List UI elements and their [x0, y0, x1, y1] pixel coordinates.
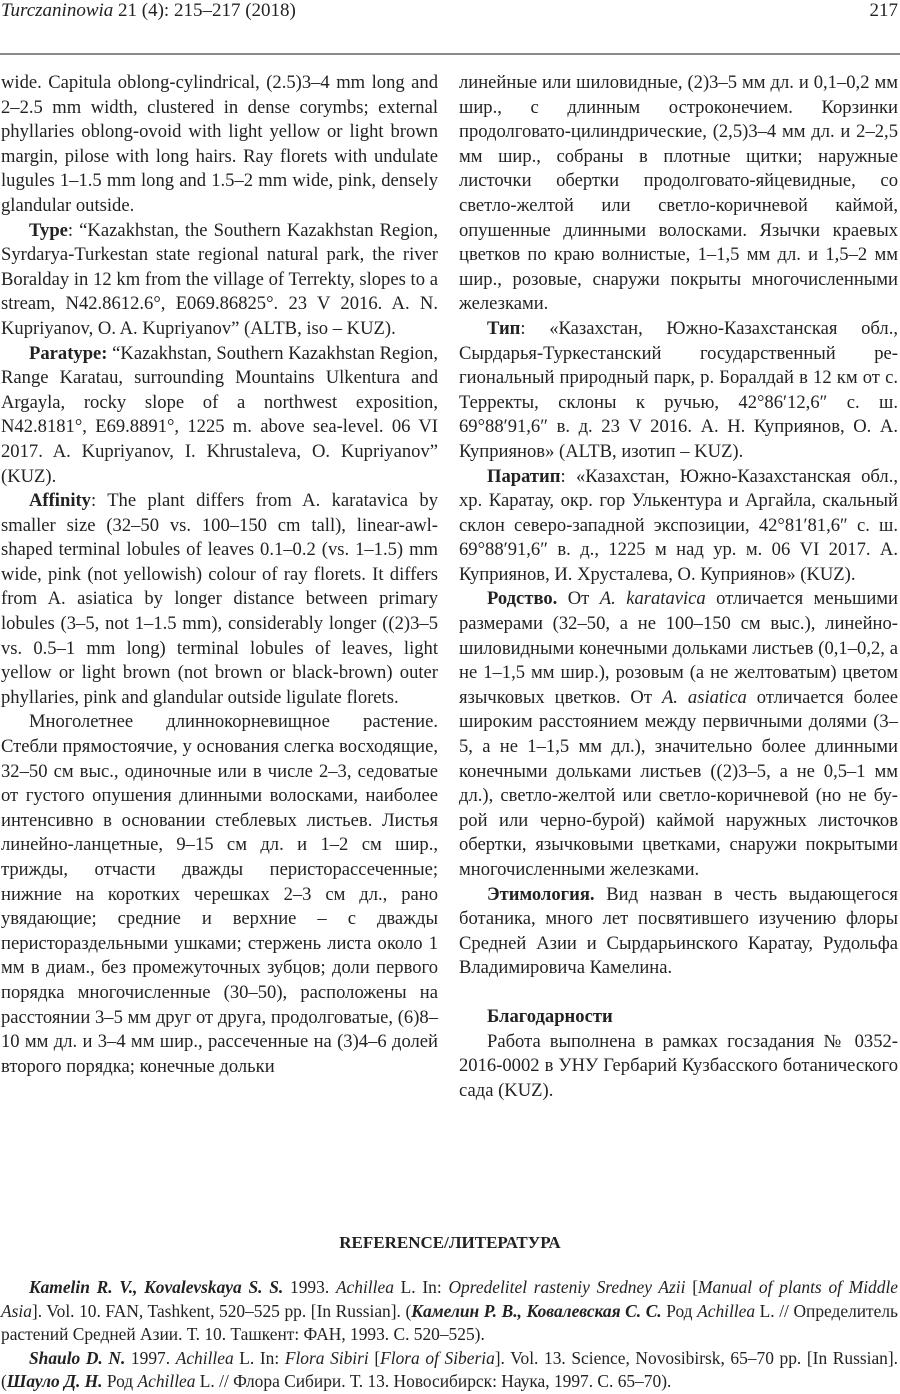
reference-text: Род	[661, 1300, 698, 1321]
reference-work-translation: Flora of Siberia	[380, 1347, 495, 1368]
acknowledgements-text: Работа выполнена в рамках госзадания № 0352-2016-0002 в УНУ Гербарий Кузбасского ботанического сада (KUZ).	[459, 1030, 898, 1101]
type-ru-text: : «Казахстан, Южно-Казахстанская обл., Сырдарья-Туркестанский государственный региональный природный парк, р. Боралдай в 12 км от с. Терректы, склоны к ручью, 42°86′12,6″ с. ш. 69°88′91,6″ в. д. 23 V 2016. А. Н. Куприянов, О. А. Куприянов» (ALTB, изотип – KUZ).	[459, 317, 898, 462]
species-name: A. karatavica	[599, 588, 706, 610]
reference-text: Род	[102, 1371, 138, 1392]
russian-description-paragraph: Многолетнее длиннокорневищное растение. Стебли прямостоячие, у основания слегка восходящие, 32–50 см выс., одиночные или в числе 2–3, седоватые от густого опушения длинными волосками, наиболее интенсивно в основании стеблевых листьев. Листья линейно-ланцетные, 9–15 см дл. и 1–2 см шир., трижды, отчасти дважды перисторассеченные; нижние на коротких черешках 2–3 см дл., рано увядающие; средние и верхние – с дважды перистораздельными ушками; стержень листа около 1 мм в диам., без промежуточных зубцов; доли первого порядка многочисленные (30–50), расположены на расстоянии 3–5 мм друг от друга, продолговатые, (6)8–10 мм дл. и 3–4 мм шир., рассеченные на (3)4–6 долей второго порядка; конечные дольки	[1, 711, 438, 1077]
kinship-paragraph	[459, 587, 898, 882]
kinship-text: От	[557, 588, 600, 610]
kinship-text: отличается более широким расстоянием между первичными долями (3–5, а не 1–1,5 мм дл.), значительно более длинными конечными дольками листьев ((2)3–5, а не 0,5–1 мм дл.), светло-желтой или светло-коричневой (но не бурой или черно-бурой) каймой наружных листочков обертки, язычковыми цветками, снаружи покрытыми многочисленными железками.	[459, 686, 898, 880]
journal-name: Turczaninowia	[1, 0, 114, 21]
type-text: : “Kazakhstan, the Southern Kazakhstan Region, Syrdarya-Turkestan state regional natural park, the river Boralday in 12 km from the village of Terrekty, slopes to a stream, N42.8612.6°, E069.86825°. 23 V 2016. A. N. Kupriyanov, O. A. Kupriyanov” (ALTB, iso – KUZ).	[1, 219, 438, 339]
reference-genus: Achillea	[335, 1277, 394, 1297]
etymology-text: Вид назван в честь выдающегося ботаника, много лет посвятившего изучению флоры Средней Азии и Сырдарьинского Каратау, Рудольфа Владимировича Камелина.	[459, 883, 898, 979]
page-number: 217	[869, 0, 898, 21]
paratype-ru-paragraph	[459, 465, 898, 588]
reference-genus: Achillea	[697, 1300, 756, 1321]
reference-authors: Kamelin R. V., Kovalevskaya S. S.	[29, 1277, 284, 1297]
reference-genus: Achillea	[175, 1347, 234, 1368]
reference-text: L. // Определитель растений Средней Азии. Т. 10. Ташкент: ФАН, 1993. С. 520–525).	[1, 1300, 898, 1345]
type-label: Type	[29, 219, 68, 241]
reference-text: ]. Vol. 13. Science, Novosibirsk, 65–70 pp. [In Russian]. (	[1, 1347, 899, 1392]
right-column	[459, 71, 898, 1103]
etymology-paragraph	[459, 883, 898, 981]
reference-text: 1993.	[283, 1277, 336, 1297]
affinity-paragraph	[1, 489, 438, 710]
species-name: A. asiatica	[661, 686, 747, 708]
reference-work-translation: Manual of plants of Middle Asia	[1, 1277, 898, 1321]
reference-genus: Achillea	[137, 1371, 196, 1392]
references-heading: REFERENCE/ЛИТЕРАТУРА	[339, 1233, 561, 1252]
etymology-label: Этимология.	[487, 883, 595, 905]
reference-item	[1, 1276, 898, 1347]
affinity-label: Affinity	[29, 490, 91, 512]
affinity-text: : The plant differs from A. karatavica by smaller size (32–50 vs. 100–150 cm tall), linear-awl-shaped terminal lobules of leaves 0.1–0.2 (vs. 1–1.5) mm wide, pink (not yellowish) colour of ray florets. It differs from A. asiatica by longer distance between primary lobules (3–5, not 1–1.5 mm), considerably longer ((2)3–5 vs. 0.5–1 mm long) terminal lobules of leaves, light yellow or light brown (not brown or black-brown) outer phyllaries, pink and glandular outside ligulate florets.	[1, 490, 438, 708]
reference-authors-ru: Шауло Д. Н.	[6, 1371, 103, 1392]
reference-work: Flora Sibiri	[284, 1347, 369, 1368]
paratype-label: Paratype:	[29, 342, 108, 364]
kinship-text: отличается меньшими размерами (32–50, а не 100–150 см выс.), линейно-шиловидными конечными дольками листьев (0,1–0,2, а не 1–1,5 мм шир.), розовым (а не желтоватым) цветом язычковых цветков. От	[459, 588, 898, 708]
russian-description-continued: линейные или шиловидные, (2)3–5 мм дл. и 0,1–0,2 мм шир., с длинным остроконечием. Корзинки продолговато-цилиндрические, (2,5)3–4 мм дл. и 2–2,5 мм шир., собраны в плотные щитки; наружные листочки обертки продолговато-яйцевидные, со светло-желтой или светло-коричневой каймой, опушенные длинными волосками. Язычки краевых цветков по краю волнистые, 1–1,5 мм дл. и 1,5–2 мм шир., розовые, снаружи покрыты многочисленными железками.	[459, 72, 898, 315]
type-ru-paragraph	[459, 317, 898, 465]
reference-text: [	[685, 1277, 699, 1297]
reference-authors: Shaulo D. N.	[29, 1347, 126, 1368]
paratype-ru-label: Паратип	[487, 465, 561, 487]
acknowledgements-heading: Благодарности	[487, 1005, 613, 1027]
reference-text: 1997.	[125, 1347, 176, 1368]
type-ru-label: Тип	[487, 317, 521, 339]
description-end-paragraph: wide. Capitula oblong-cylindrical, (2.5)3–4 mm long and 2–2.5 mm width, clustered in dense corymbs; external phyllaries oblong-ovoid with light yellow or light brown margin, pilose with long hairs. Ray florets with undulate lugules 1–1.5 mm long and 1.5–2 mm wide, pink, densely glandular outside.	[1, 72, 438, 216]
reference-text: L. In:	[393, 1277, 449, 1297]
paratype-text: “Kazakhstan, Southern Kazakhstan Region, Range Karatau, surrounding Mountains Ulkentura and Argayla, rocky slope of a northwest exposition, N42.8181°, E69.8891°, 1225 m. above sea-level. 06 VI 2017. A. Kupriyanov, I. Khrustaleva, O. Kupriyanov” (KUZ).	[1, 342, 438, 487]
journal-volume: 21 (4): 215–217 (2018)	[113, 0, 296, 21]
references-list	[1, 1276, 898, 1394]
paratype-ru-text: : «Казахстан, Южно-Казахстанская обл., хр. Каратау, окр. гор Улькентура и Аргайла, скальный склон северо-западной экспозиции, 42°81′81,6″ с. ш. 69°88′91,6″ в. д., 1225 м над ур. м. 06 VI 2017. А. Куприянов, И. Хрусталева, О. Куприянов» (KUZ).	[459, 465, 898, 585]
reference-text: L. In:	[233, 1347, 285, 1368]
kinship-label: Родство.	[487, 588, 558, 610]
running-header	[0, 0, 900, 28]
reference-text: L. // Флора Сибири. Т. 13. Новосибирск: Наука, 1997. С. 65–70).	[195, 1371, 672, 1392]
paratype-paragraph	[1, 342, 438, 490]
reference-work: Opredelitel rasteniy Sredney Azii	[448, 1277, 686, 1297]
reference-item	[1, 1347, 898, 1394]
reference-text: [	[368, 1347, 381, 1368]
journal-citation	[1, 0, 296, 22]
reference-text: ]. Vol. 10. FAN, Tashkent, 520–525 pp. [In Russian]. (	[31, 1300, 412, 1321]
header-divider	[0, 53, 900, 55]
reference-authors-ru: Камелин Р. В., Ковалевская С. С.	[411, 1300, 662, 1321]
type-paragraph	[1, 219, 438, 342]
left-column	[1, 71, 438, 1079]
